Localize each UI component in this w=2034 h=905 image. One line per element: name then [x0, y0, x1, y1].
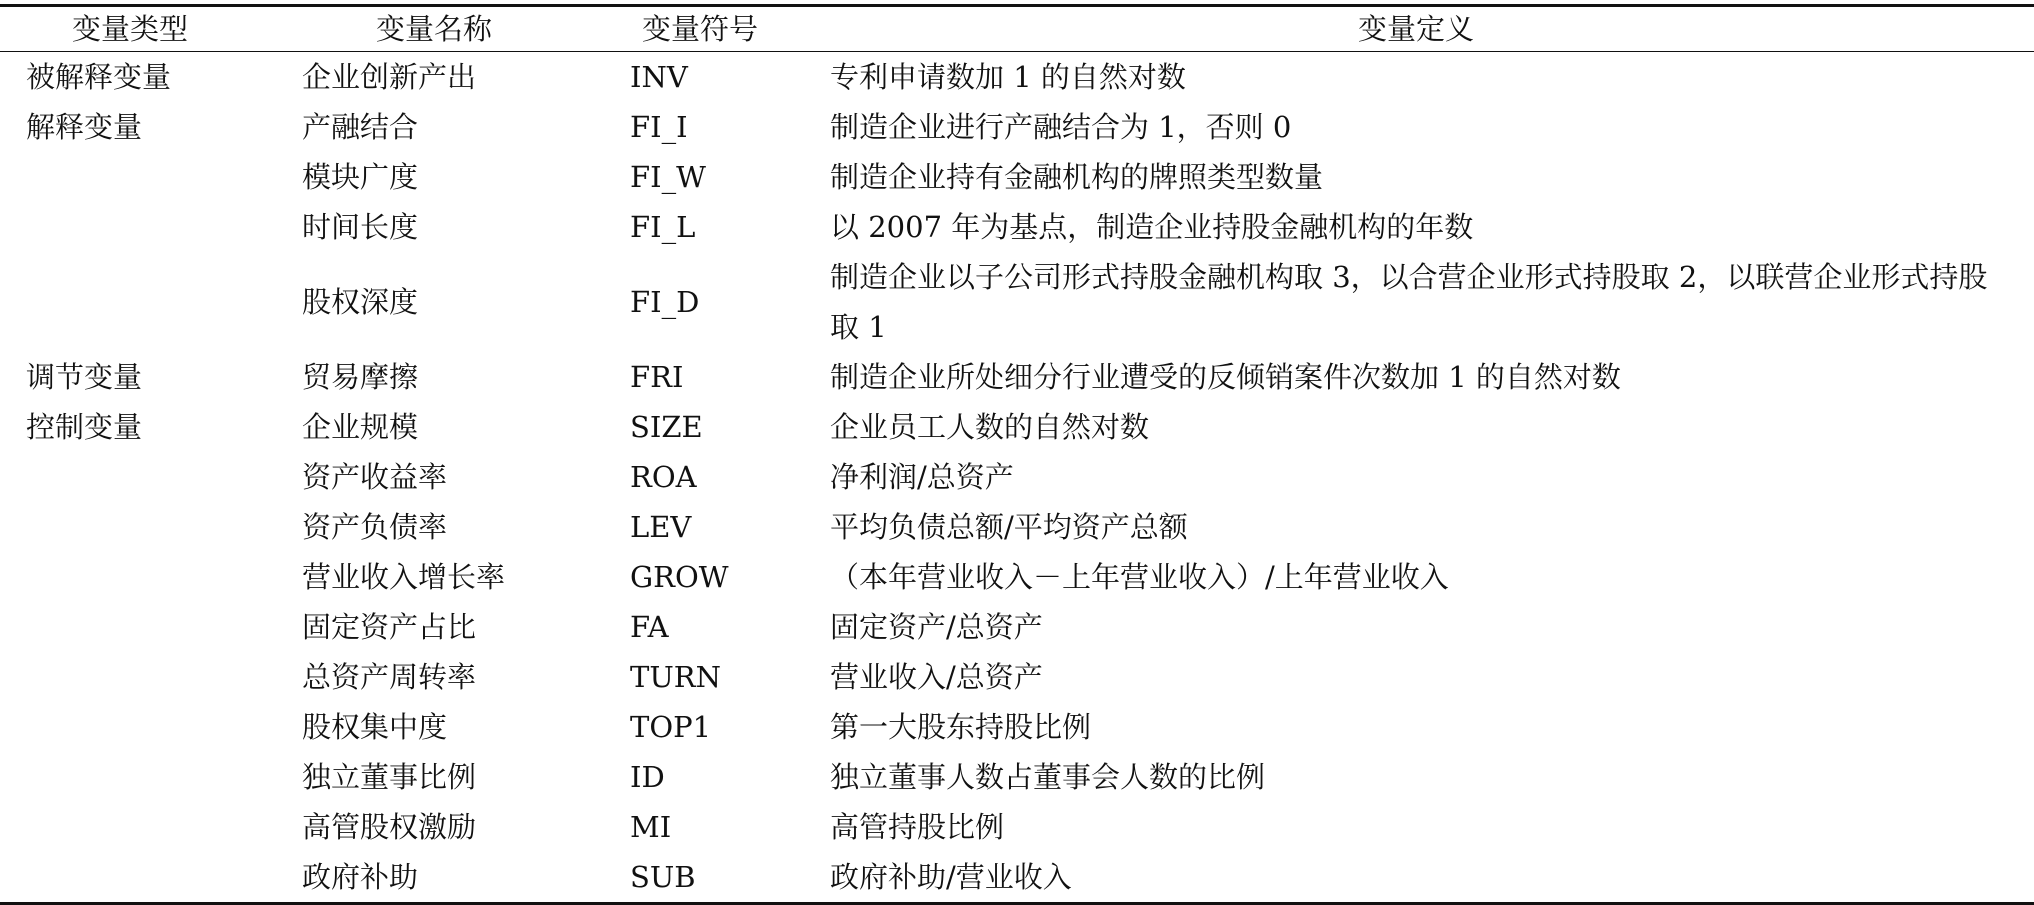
header-variable-symbol: 变量符号 [642, 11, 759, 46]
table-row [0, 202, 2034, 252]
cell-name: 企业规模 [302, 409, 419, 444]
cell-type [0, 752, 302, 802]
cell-symbol: MI [630, 809, 672, 844]
cell-name: 股权集中度 [302, 709, 448, 744]
cell-definition: 固定资产/总资产 [830, 610, 1043, 644]
table-body [0, 52, 2034, 904]
cell-type [0, 252, 302, 352]
header-variable-type: 变量类型 [72, 11, 189, 46]
table-row [0, 852, 2034, 904]
table-header [0, 6, 2034, 52]
cell-definition: 独立董事人数占董事会人数的比例 [830, 760, 1266, 794]
cell-definition: 政府补助/营业收入 [830, 860, 1072, 894]
table-row [0, 402, 2034, 452]
cell-symbol: SUB [630, 859, 696, 894]
table-row [0, 702, 2034, 752]
cell-definition: （本年营业收入－上年营业收入）/上年营业收入 [830, 560, 1449, 594]
header-variable-definition: 变量定义 [1358, 11, 1475, 46]
header-row [0, 6, 2034, 52]
cell-type: 调节变量 [26, 359, 143, 394]
cell-definition: 平均负债总额/平均资产总额 [830, 510, 1188, 544]
cell-type [0, 502, 302, 552]
cell-name: 企业创新产出 [302, 59, 477, 94]
cell-symbol: ID [630, 759, 665, 794]
table-row [0, 552, 2034, 602]
cell-type [0, 802, 302, 852]
cell-symbol: FI_D [630, 284, 700, 319]
cell-name: 资产负债率 [302, 509, 448, 544]
header-variable-name: 变量名称 [376, 11, 493, 46]
cell-type [0, 652, 302, 702]
cell-name: 贸易摩擦 [302, 359, 419, 394]
cell-definition: 制造企业所处细分行业遭受的反倾销案件次数加 1 的自然对数 [830, 360, 1621, 394]
cell-symbol: FRI [630, 359, 684, 394]
cell-symbol: FA [630, 609, 669, 644]
cell-name: 政府补助 [302, 859, 419, 894]
cell-symbol: ROA [630, 459, 697, 494]
table-row [0, 452, 2034, 502]
table-row [0, 252, 2034, 352]
cell-type [0, 152, 302, 202]
cell-type [0, 702, 302, 752]
cell-type [0, 602, 302, 652]
cell-name: 高管股权激励 [302, 809, 477, 844]
cell-definition: 专利申请数加 1 的自然对数 [830, 60, 1186, 94]
table-row [0, 802, 2034, 852]
cell-name: 总资产周转率 [302, 659, 477, 694]
cell-symbol: INV [630, 59, 688, 94]
cell-definition: 制造企业进行产融结合为 1，否则 0 [830, 110, 1292, 144]
cell-definition: 制造企业持有金融机构的牌照类型数量 [830, 160, 1324, 194]
table-row [0, 102, 2034, 152]
cell-name: 营业收入增长率 [302, 559, 506, 594]
cell-symbol: FI_W [630, 159, 706, 194]
cell-type [0, 202, 302, 252]
cell-symbol: TURN [630, 659, 721, 694]
cell-name: 资产收益率 [302, 459, 448, 494]
cell-symbol: LEV [630, 509, 692, 544]
cell-symbol: FI_L [630, 209, 696, 244]
cell-symbol: SIZE [630, 409, 703, 444]
cell-definition: 企业员工人数的自然对数 [830, 410, 1150, 444]
cell-symbol: GROW [630, 559, 729, 594]
cell-symbol: TOP1 [630, 709, 712, 744]
table-row [0, 352, 2034, 402]
cell-definition: 制造企业以子公司形式持股金融机构取 3，以合营企业形式持股取 2，以联营企业形式持股取 1 [830, 260, 1988, 344]
cell-name: 时间长度 [302, 209, 419, 244]
cell-type [0, 852, 302, 904]
cell-definition: 净利润/总资产 [830, 460, 1014, 494]
variable-definition-table [0, 4, 2034, 905]
table-row [0, 152, 2034, 202]
table-row [0, 502, 2034, 552]
cell-name: 产融结合 [302, 109, 419, 144]
cell-name: 固定资产占比 [302, 609, 477, 644]
cell-type [0, 452, 302, 502]
cell-type: 解释变量 [26, 109, 143, 144]
cell-definition: 营业收入/总资产 [830, 660, 1043, 694]
table-row [0, 52, 2034, 103]
cell-symbol: FI_I [630, 109, 688, 144]
cell-definition: 第一大股东持股比例 [830, 710, 1092, 744]
table-row [0, 752, 2034, 802]
cell-type: 控制变量 [26, 409, 143, 444]
cell-definition: 高管持股比例 [830, 810, 1005, 844]
cell-type: 被解释变量 [26, 59, 172, 94]
cell-name: 独立董事比例 [302, 759, 477, 794]
cell-type [0, 552, 302, 602]
table-row [0, 652, 2034, 702]
cell-name: 模块广度 [302, 159, 419, 194]
table-row [0, 602, 2034, 652]
cell-definition: 以 2007 年为基点，制造企业持股金融机构的年数 [830, 210, 1474, 244]
cell-name: 股权深度 [302, 284, 419, 319]
